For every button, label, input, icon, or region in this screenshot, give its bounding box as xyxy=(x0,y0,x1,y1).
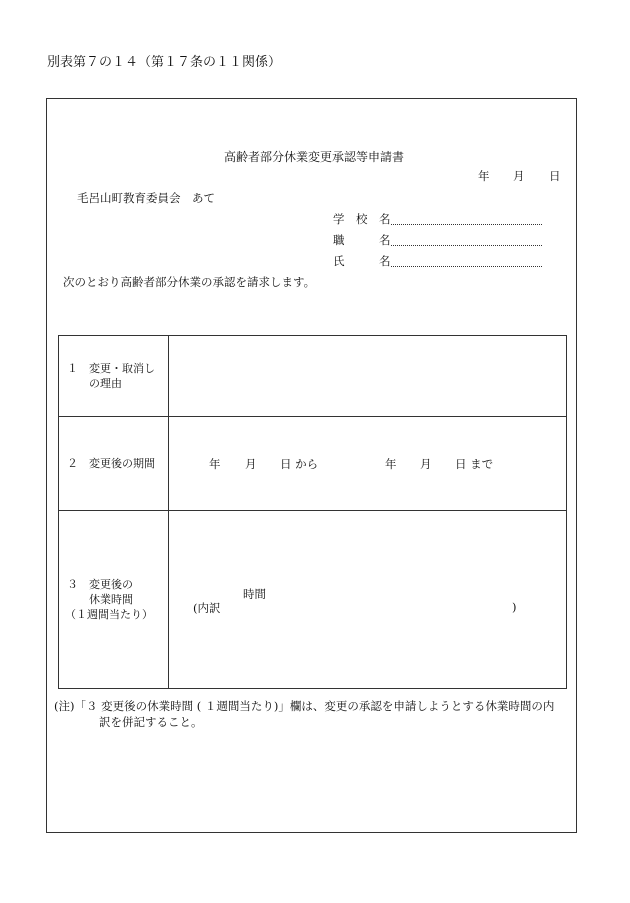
period-label: ２ 変更後の期間 xyxy=(67,457,155,470)
addressee: 毛呂山町教育委員会 あて xyxy=(77,191,215,205)
table-row-reason xyxy=(59,336,567,417)
hours-label-line1: ３ 変更後の xyxy=(67,578,133,591)
period-year2: 年 xyxy=(385,456,397,471)
reason-label-line1: １ 変更・取消し xyxy=(67,362,155,375)
hours-label-cell xyxy=(59,511,169,689)
hours-unit-label: 時間 xyxy=(243,586,266,601)
school-name-label: 学 校 名 xyxy=(333,212,391,226)
period-month1: 月 xyxy=(245,456,257,471)
request-text: 次のとおり高齢者部分休業の承認を請求します。 xyxy=(63,275,316,289)
application-table xyxy=(58,335,567,689)
position-field[interactable] xyxy=(391,245,542,246)
reason-label-cell xyxy=(59,336,169,417)
school-name-field[interactable] xyxy=(391,224,542,225)
period-month2: 月 xyxy=(420,456,432,471)
form-title: 高齢者部分休業変更承認等申請書 xyxy=(224,150,405,164)
form-header-label: 別表第７の１４（第１７条の１１関係） xyxy=(47,55,282,70)
period-input-cell[interactable] xyxy=(169,417,567,511)
date-month-label: 月 xyxy=(513,169,525,183)
hours-input-cell[interactable] xyxy=(169,511,567,689)
hours-label-line3: （１週間当たり） xyxy=(65,608,153,621)
note-line1: (注)「３ 変更後の休業時間 ( １週間当たり)」欄は、変更の承認を申請しようとする休業時間の内 xyxy=(54,699,555,713)
breakdown-open: (内訳 xyxy=(193,600,221,615)
table-row-period xyxy=(59,417,567,511)
table-row-hours xyxy=(59,511,567,689)
reason-label-line2: の理由 xyxy=(67,377,122,390)
name-field[interactable] xyxy=(391,266,542,267)
breakdown-close: ) xyxy=(512,599,517,614)
position-label: 職 名 xyxy=(333,233,391,247)
date-day-label: 日 xyxy=(549,169,561,183)
period-day-until: 日 まで xyxy=(455,456,494,471)
period-year1: 年 xyxy=(209,456,221,471)
period-label-cell xyxy=(59,417,169,511)
date-year-label: 年 xyxy=(478,169,490,183)
name-label: 氏 名 xyxy=(333,254,391,268)
reason-input-cell[interactable] xyxy=(169,336,567,417)
period-day-from: 日 から xyxy=(280,456,319,471)
hours-label-line2: 休業時間 xyxy=(67,593,133,606)
note-line2: 訳を併記すること。 xyxy=(99,715,203,729)
